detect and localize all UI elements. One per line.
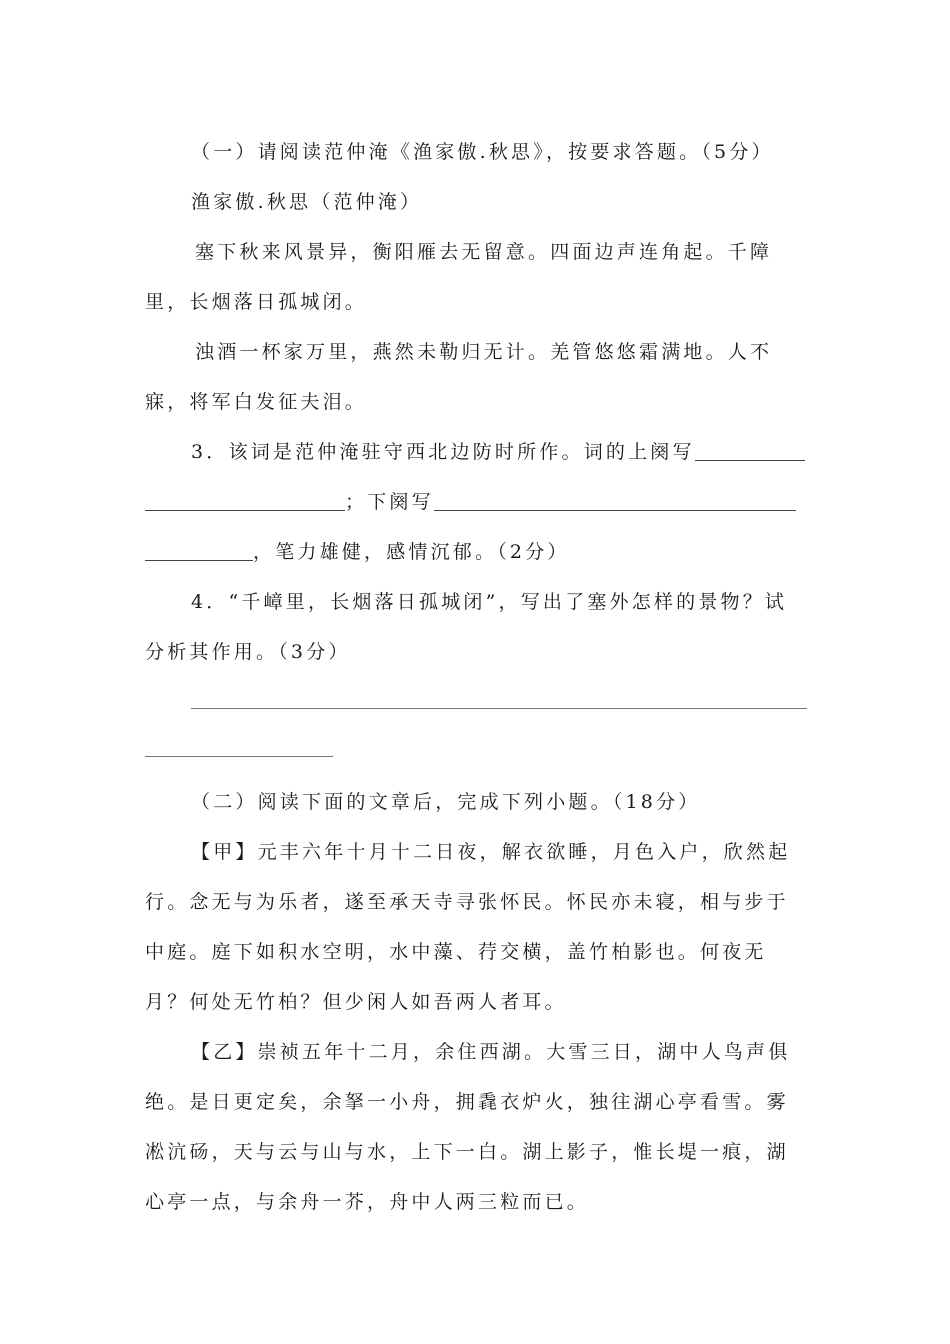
question-4-line2: 分析其作用。（3分） <box>145 641 351 663</box>
passage-yi-line3: 凇沆砀，天与云与山与水，上下一白。湖上影子，惟长堤一痕，湖 <box>145 1141 789 1163</box>
question-4-line1: 4．“千嶂里，长烟落日孤城闭”，写出了塞外怎样的景物？试 <box>191 591 788 613</box>
passage-yi-line4: 心亭一点，与余舟一芥，舟中人两三粒而已。 <box>145 1191 590 1213</box>
question-3-lower-label: ；下阕写 <box>345 491 434 513</box>
question-3-text: 3．该词是范仲淹驻守西北边防时所作。词的上阕写 <box>191 441 695 463</box>
section1-heading: （一）请阅读范仲淹《渔家傲.秋思》，按要求答题。（5分） <box>191 141 774 163</box>
passage-yi-line1: 【乙】崇祯五年十二月，余住西湖。大雪三日，湖中人鸟声俱 <box>191 1041 791 1063</box>
question-3-tail: ，笔力雄健，感情沉郁。（2分） <box>253 541 570 563</box>
answer-blank-upper-2[interactable] <box>145 492 345 511</box>
section2-heading: （二）阅读下面的文章后，完成下列小题。（18分） <box>191 791 701 813</box>
question-3-line3 <box>145 539 570 565</box>
passage-jia-line3: 中庭。庭下如积水空明，水中藻、荇交横，盖竹柏影也。何夜无 <box>145 941 767 963</box>
poem-title: 渔家傲.秋思（范仲淹） <box>191 191 423 213</box>
answer-blank-lower-1[interactable] <box>434 492 796 511</box>
poem-stanza2-line1: 浊酒一杯家万里，燕然未勒归无计。羌管悠悠霜满地。人不 <box>195 341 773 363</box>
question-3-line2 <box>145 489 796 515</box>
answer-blank-upper-1[interactable] <box>695 442 805 461</box>
passage-jia-line4: 月？何处无竹柏？但少闲人如吾两人者耳。 <box>145 991 567 1013</box>
answer-line-q4-2[interactable] <box>145 756 333 757</box>
poem-stanza1-line1: 塞下秋来风景异，衡阳雁去无留意。四面边声连角起。千障 <box>195 241 773 263</box>
answer-blank-lower-2[interactable] <box>145 542 253 561</box>
poem-stanza1-line2: 里，长烟落日孤城闭。 <box>145 291 368 313</box>
passage-yi-line2: 绝。是日更定矣，余拏一小舟，拥毳衣炉火，独往湖心亭看雪。雾 <box>145 1091 789 1113</box>
question-3-line1 <box>191 439 805 465</box>
passage-jia-line1: 【甲】元丰六年十月十二日夜，解衣欲睡，月色入户，欣然起 <box>191 841 791 863</box>
passage-jia-line2: 行。念无与为乐者，遂至承天寺寻张怀民。怀民亦未寝，相与步于 <box>145 891 789 913</box>
poem-stanza2-line2: 寐，将军白发征夫泪。 <box>145 391 368 413</box>
answer-line-q4-1[interactable] <box>191 708 807 709</box>
